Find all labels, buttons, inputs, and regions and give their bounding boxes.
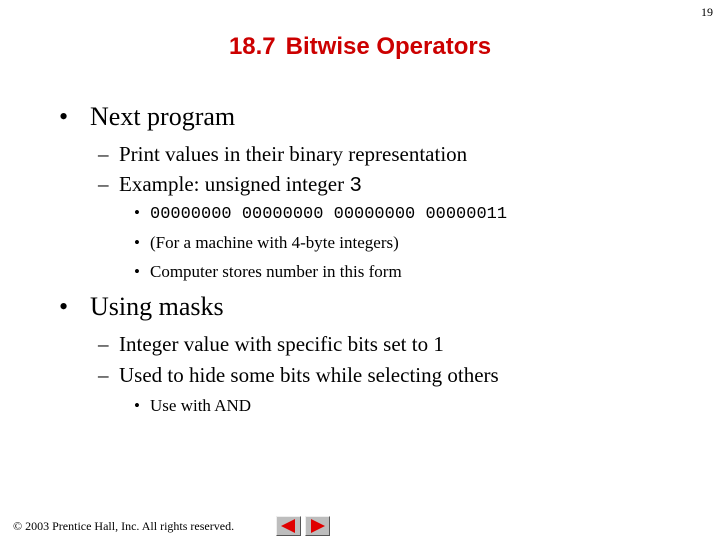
sub-bullet-example xyxy=(98,172,362,198)
dash-marker: – xyxy=(98,363,109,387)
next-slide-button[interactable] xyxy=(305,516,330,536)
bullet-marker: • xyxy=(59,102,69,131)
bullet-marker: • xyxy=(134,262,140,281)
bullet-marker: • xyxy=(59,292,69,321)
sub-bullet-print-values xyxy=(98,142,467,167)
dash-marker: – xyxy=(98,142,109,166)
copyright-footer: © 2003 Prentice Hall, Inc. All rights reserved. xyxy=(13,519,235,533)
sub-bullet-text: Example: unsigned integer xyxy=(119,172,350,196)
page-number: 19 xyxy=(701,5,713,19)
bullet-next-program xyxy=(59,102,235,132)
bullet-marker: • xyxy=(134,233,140,252)
bullet-text: Next program xyxy=(90,102,236,131)
sub-sub-bullet-stores xyxy=(134,262,402,282)
sub-bullet-text: Integer value with specific bits set to 1 xyxy=(119,332,444,356)
sub-sub-bullet-text: Use with AND xyxy=(150,396,252,415)
sub-sub-bullet-binary xyxy=(134,203,507,224)
sub-sub-bullet-text: Computer stores number in this form xyxy=(150,262,402,281)
dash-marker: – xyxy=(98,332,109,356)
bullet-using-masks xyxy=(59,292,224,322)
sub-bullet-text: Used to hide some bits while selecting others xyxy=(119,363,499,387)
previous-slide-button[interactable] xyxy=(276,516,301,536)
right-arrow-icon xyxy=(306,517,329,535)
left-arrow-icon xyxy=(277,517,300,535)
code-value: 3 xyxy=(349,175,362,198)
sub-sub-bullet-and xyxy=(134,396,251,416)
sub-bullet-text: Print values in their binary representation xyxy=(119,142,468,166)
sub-bullet-hide-bits xyxy=(98,363,499,388)
binary-value: 00000000 00000000 00000000 00000011 xyxy=(150,205,508,224)
bullet-marker: • xyxy=(134,396,140,415)
bullet-text: Using masks xyxy=(90,292,224,321)
dash-marker: – xyxy=(98,172,109,196)
sub-bullet-integer-value xyxy=(98,332,444,357)
bullet-marker: • xyxy=(134,203,140,222)
section-number: 18.7 xyxy=(228,33,276,60)
sub-sub-bullet-text: (For a machine with 4-byte integers) xyxy=(150,233,399,252)
slide-title xyxy=(0,33,720,61)
sub-sub-bullet-machine xyxy=(134,233,399,253)
section-title: Bitwise Operators xyxy=(285,33,492,60)
